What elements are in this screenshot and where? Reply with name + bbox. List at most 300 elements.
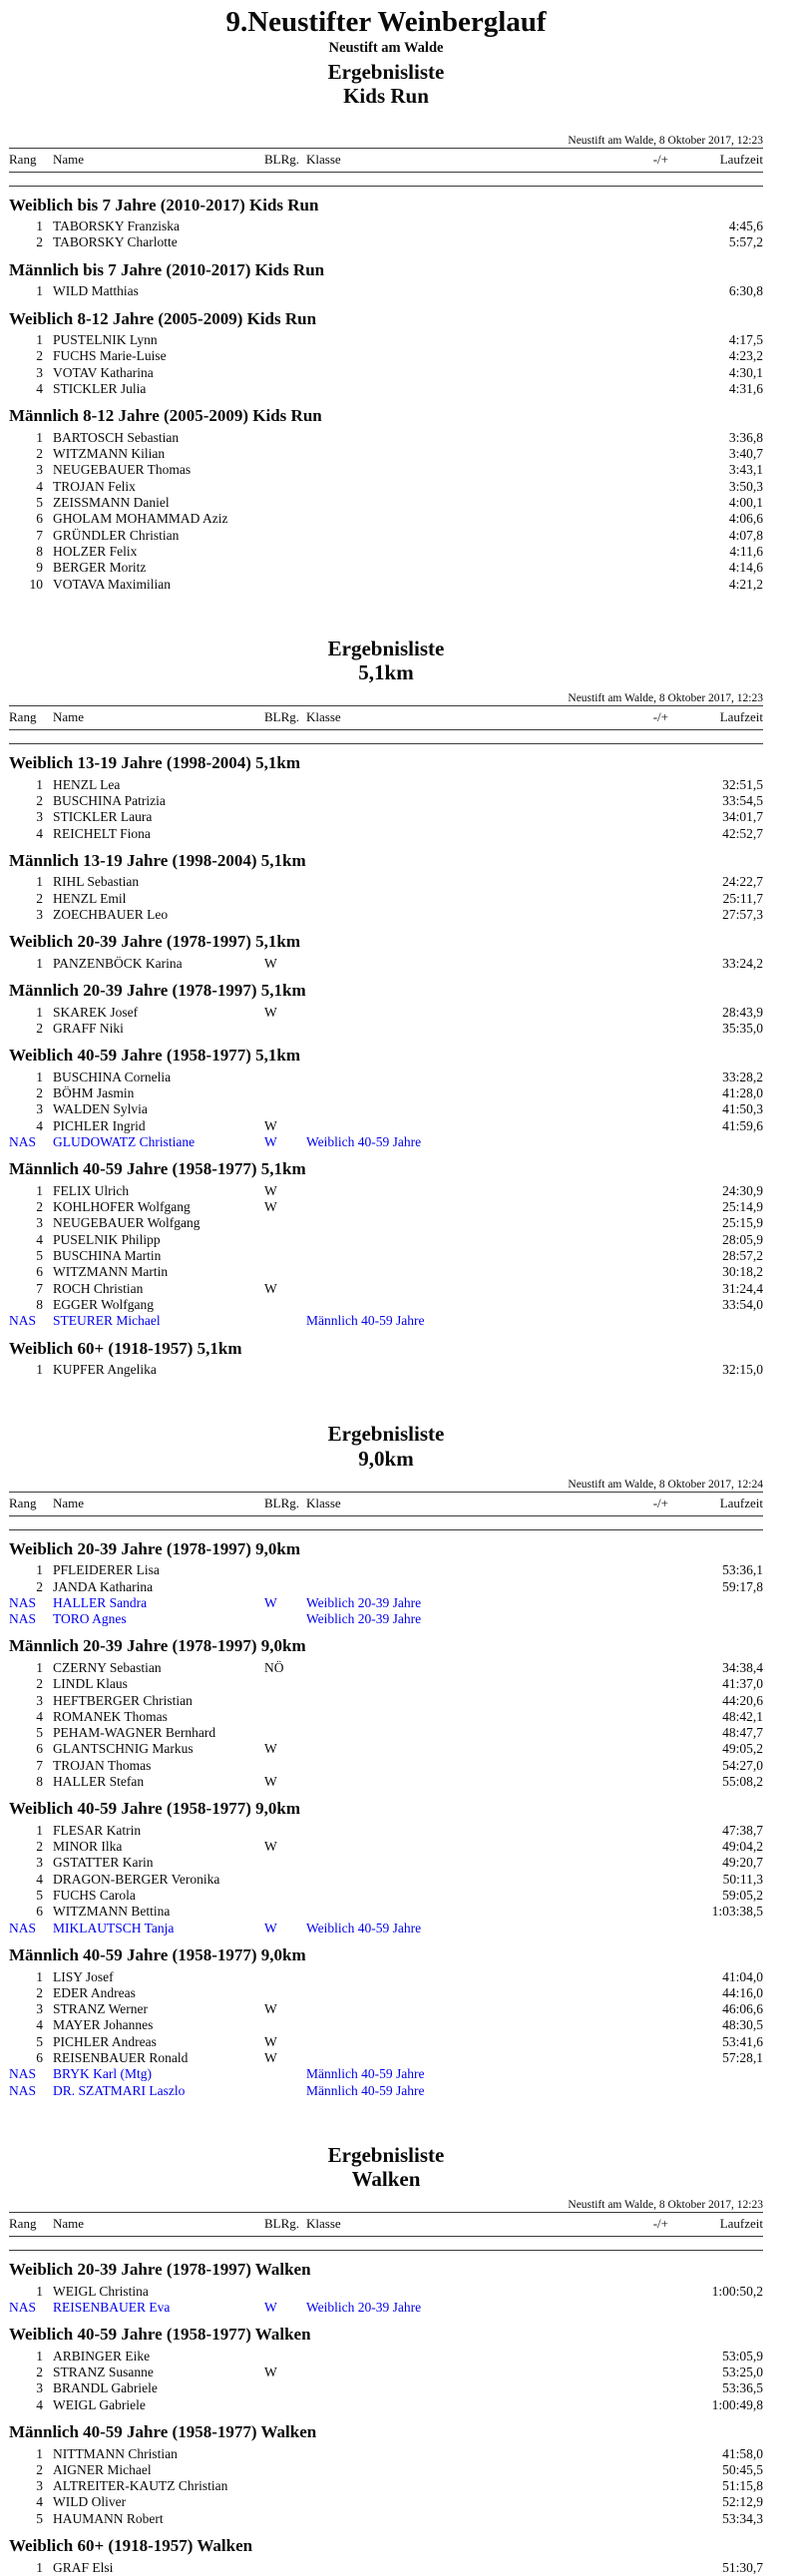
result-row xyxy=(9,2446,763,2462)
klasse-cell: Männlich 40-59 Jahre xyxy=(306,1313,425,1329)
result-row xyxy=(9,1611,763,1627)
column-header-laufzeit: Laufzeit xyxy=(719,2216,763,2232)
laufzeit-cell: 3:50,3 xyxy=(728,478,763,494)
name-cell: TROJAN Thomas xyxy=(53,1757,152,1773)
rang-cell: 2 xyxy=(36,1578,43,1594)
rang-cell: 7 xyxy=(36,527,43,543)
result-row xyxy=(9,544,763,560)
blrg-cell: W xyxy=(264,1741,277,1757)
result-row xyxy=(9,2017,763,2033)
category-heading: Weiblich 40-59 Jahre (1958-1977) 5,1km xyxy=(9,1046,300,1066)
laufzeit-cell: 30:18,2 xyxy=(722,1264,763,1280)
name-cell: STICKLER Julia xyxy=(53,381,147,397)
rang-cell: 2 xyxy=(36,348,43,364)
name-cell: FUCHS Marie-Luise xyxy=(53,348,167,364)
result-row xyxy=(9,1921,763,1936)
column-header-name: Name xyxy=(53,151,85,167)
name-cell: KOHLHOFER Wolfgang xyxy=(53,1199,191,1215)
result-row xyxy=(9,1969,763,1985)
laufzeit-cell: 51:15,8 xyxy=(722,2478,763,2494)
rang-cell: 1 xyxy=(36,218,43,234)
blrg-cell: W xyxy=(264,2033,277,2049)
rang-cell: 4 xyxy=(36,2494,43,2510)
result-row xyxy=(9,1562,763,1578)
result-row xyxy=(9,1839,763,1855)
name-cell: GLANTSCHNIG Markus xyxy=(53,1741,194,1757)
result-row xyxy=(9,348,763,364)
column-header-klasse: Klasse xyxy=(306,1495,341,1510)
category-heading: Weiblich 20-39 Jahre (1978-1997) 9,0km xyxy=(9,1538,300,1558)
name-cell: BUSCHINA Patrizia xyxy=(53,792,166,808)
category-heading: Männlich 40-59 Jahre (1958-1977) Walken xyxy=(9,2422,317,2442)
race-name: 5,1km xyxy=(358,660,414,684)
name-cell: JANDA Katharina xyxy=(53,1578,154,1594)
laufzeit-cell: 1:00:50,2 xyxy=(711,2283,763,2299)
column-header-plusminus: -/+ xyxy=(652,151,668,167)
name-cell: BARTOSCH Sebastian xyxy=(53,429,180,445)
race-name: Kids Run xyxy=(343,84,429,109)
laufzeit-cell: 59:17,8 xyxy=(722,1578,763,1594)
category-heading: Männlich 13-19 Jahre (1998-2004) 5,1km xyxy=(9,850,306,870)
rang-cell: 2 xyxy=(36,792,43,808)
result-row xyxy=(9,1021,763,1037)
rang-cell: 8 xyxy=(36,1774,43,1790)
result-row xyxy=(9,1774,763,1790)
name-cell: BERGER Moritz xyxy=(53,560,147,576)
rang-cell: 4 xyxy=(36,1871,43,1887)
category-list xyxy=(9,2260,763,2576)
column-header-klasse: Klasse xyxy=(306,709,341,725)
laufzeit-cell: 4:23,2 xyxy=(728,348,763,364)
name-cell: REISENBAUER Eva xyxy=(53,2300,171,2315)
name-cell: VOTAVA Maximilian xyxy=(53,576,172,592)
laufzeit-cell: 57:28,1 xyxy=(722,2049,763,2065)
rang-cell: 4 xyxy=(36,2396,43,2412)
name-cell: LINDL Klaus xyxy=(53,1676,128,1692)
laufzeit-cell: 48:30,5 xyxy=(722,2017,763,2033)
result-row xyxy=(9,495,763,511)
rang-cell: 3 xyxy=(36,2380,43,2396)
name-cell: PICHLER Andreas xyxy=(53,2033,157,2049)
result-row xyxy=(9,332,763,348)
name-cell: WILD Oliver xyxy=(53,2494,127,2510)
rang-cell: NAS xyxy=(9,1611,37,1627)
result-row xyxy=(9,2462,763,2478)
name-cell: STEURER Michael xyxy=(53,1313,161,1329)
column-header-blrg: BLRg. xyxy=(264,1495,300,1510)
results-list-label: Ergebnisliste xyxy=(327,636,445,660)
rang-cell: 4 xyxy=(36,1231,43,1247)
column-header-rang: Rang xyxy=(9,1495,37,1510)
name-cell: PICHLER Ingrid xyxy=(53,1117,146,1133)
blrg-cell: W xyxy=(264,1117,277,1133)
result-row xyxy=(9,234,763,250)
column-header-name: Name xyxy=(53,709,85,725)
name-cell: MAYER Johannes xyxy=(53,2017,154,2033)
name-cell: HENZL Emil xyxy=(53,890,127,906)
result-row xyxy=(9,511,763,527)
laufzeit-cell: 31:24,4 xyxy=(722,1280,763,1296)
name-cell: ZOECHBAUER Leo xyxy=(53,907,169,923)
name-cell: WITZMANN Martin xyxy=(53,1264,169,1280)
name-cell: TABORSKY Franziska xyxy=(53,218,181,234)
laufzeit-cell: 54:27,0 xyxy=(722,1757,763,1773)
laufzeit-cell: 53:05,9 xyxy=(722,2348,763,2363)
rang-cell: NAS xyxy=(9,1313,37,1329)
column-header-laufzeit: Laufzeit xyxy=(719,151,763,167)
result-row xyxy=(9,1676,763,1692)
rang-cell: 2 xyxy=(36,2364,43,2380)
name-cell: NITTMANN Christian xyxy=(53,2445,178,2461)
rang-cell: 3 xyxy=(36,2478,43,2494)
timestamp: Neustift am Walde, 8 Oktober 2017, 12:23 xyxy=(568,134,763,147)
blrg-cell: W xyxy=(264,2300,277,2315)
category-list xyxy=(9,1539,763,2099)
rang-cell: 1 xyxy=(36,1069,43,1084)
name-cell: ROCH Christian xyxy=(53,1280,144,1296)
laufzeit-cell: 48:42,1 xyxy=(722,1708,763,1724)
table-header-row xyxy=(9,2212,763,2237)
column-header-laufzeit: Laufzeit xyxy=(719,1495,763,1510)
result-row xyxy=(9,2397,763,2413)
rang-cell: 5 xyxy=(36,495,43,511)
laufzeit-cell: 33:24,2 xyxy=(722,955,763,971)
blrg-cell: W xyxy=(264,1199,277,1215)
rang-cell: 1 xyxy=(36,1562,43,1578)
rang-cell: 8 xyxy=(36,543,43,559)
laufzeit-cell: 41:50,3 xyxy=(722,1101,763,1117)
race-name: 9,0km xyxy=(358,1446,414,1471)
name-cell: BUSCHINA Cornelia xyxy=(53,1069,172,1084)
result-row xyxy=(9,1215,763,1231)
laufzeit-cell: 27:57,3 xyxy=(722,907,763,923)
name-cell: ARBINGER Eike xyxy=(53,2348,151,2363)
laufzeit-cell: 41:37,0 xyxy=(722,1676,763,1692)
result-row xyxy=(9,2560,763,2576)
result-row xyxy=(9,2300,763,2316)
laufzeit-cell: 6:30,8 xyxy=(728,283,763,299)
category-heading: Männlich 40-59 Jahre (1958-1977) 9,0km xyxy=(9,1944,306,1964)
klasse-cell: Weiblich 20-39 Jahre xyxy=(306,1594,422,1610)
laufzeit-cell: 53:25,0 xyxy=(722,2364,763,2380)
divider-rule xyxy=(9,730,763,744)
name-cell: GRÜNDLER Christian xyxy=(53,527,180,543)
blrg-cell: W xyxy=(264,1004,277,1020)
column-header-laufzeit: Laufzeit xyxy=(719,709,763,725)
laufzeit-cell: 3:40,7 xyxy=(728,446,763,462)
name-cell: BRANDL Gabriele xyxy=(53,2380,158,2396)
table-header-row xyxy=(9,1492,763,1516)
rang-cell: 4 xyxy=(36,1117,43,1133)
name-cell: BUSCHINA Martin xyxy=(53,1248,162,1264)
name-cell: EDER Andreas xyxy=(53,1984,136,2000)
result-row xyxy=(9,446,763,462)
result-row xyxy=(9,2364,763,2380)
rang-cell: 3 xyxy=(36,1101,43,1117)
result-row xyxy=(9,1904,763,1920)
result-row xyxy=(9,1134,763,1150)
result-row xyxy=(9,1985,763,2001)
name-cell: DRAGON-BERGER Veronika xyxy=(53,1871,220,1887)
laufzeit-cell: 33:54,5 xyxy=(722,792,763,808)
laufzeit-cell: 33:54,0 xyxy=(722,1296,763,1312)
laufzeit-cell: 25:14,9 xyxy=(722,1199,763,1215)
result-row xyxy=(9,2380,763,2396)
category-heading: Männlich 20-39 Jahre (1978-1997) 5,1km xyxy=(9,981,306,1001)
laufzeit-cell: 3:43,1 xyxy=(728,462,763,478)
laufzeit-cell: 55:08,2 xyxy=(722,1774,763,1790)
name-cell: FLESAR Katrin xyxy=(53,1822,142,1838)
name-cell: LISY Josef xyxy=(53,1968,114,1984)
result-row xyxy=(9,1085,763,1101)
laufzeit-cell: 41:58,0 xyxy=(722,2445,763,2461)
category-heading: Weiblich 8-12 Jahre (2005-2009) Kids Run xyxy=(9,308,317,328)
result-row xyxy=(9,2284,763,2300)
klasse-cell: Weiblich 20-39 Jahre xyxy=(306,1611,422,1627)
name-cell: KUPFER Angelika xyxy=(53,1362,157,1378)
laufzeit-cell: 3:36,8 xyxy=(728,429,763,445)
rang-cell: NAS xyxy=(9,2066,37,2082)
rang-cell: 7 xyxy=(36,1757,43,1773)
rang-cell: 2 xyxy=(36,446,43,462)
category-heading: Weiblich 40-59 Jahre (1958-1977) Walken xyxy=(9,2325,311,2345)
rang-cell: 1 xyxy=(36,874,43,890)
laufzeit-cell: 32:15,0 xyxy=(722,1362,763,1378)
results-page xyxy=(9,1422,763,2098)
results-page xyxy=(9,637,763,1379)
rang-cell: 2 xyxy=(36,1021,43,1036)
result-row xyxy=(9,777,763,793)
rang-cell: 2 xyxy=(36,890,43,906)
rang-cell: 1 xyxy=(36,1004,43,1020)
result-row xyxy=(9,2034,763,2050)
name-cell: PANZENBÖCK Karina xyxy=(53,955,183,971)
rang-cell: 2 xyxy=(36,1839,43,1855)
result-row xyxy=(9,1118,763,1134)
result-row xyxy=(9,891,763,907)
result-row xyxy=(9,1070,763,1085)
result-row xyxy=(9,1199,763,1215)
laufzeit-cell: 5:57,2 xyxy=(728,234,763,250)
result-row xyxy=(9,1660,763,1676)
result-row xyxy=(9,907,763,923)
blrg-cell: W xyxy=(264,2049,277,2065)
column-header-name: Name xyxy=(53,1495,85,1510)
result-row xyxy=(9,2001,763,2017)
result-row xyxy=(9,1101,763,1117)
column-header-name: Name xyxy=(53,2216,85,2232)
laufzeit-cell: 4:00,1 xyxy=(728,495,763,511)
laufzeit-cell: 32:51,5 xyxy=(722,776,763,792)
result-row xyxy=(9,1579,763,1595)
table-header-row xyxy=(9,148,763,173)
result-row xyxy=(9,1823,763,1839)
name-cell: WEIGL Christina xyxy=(53,2283,149,2299)
result-row xyxy=(9,479,763,495)
result-row xyxy=(9,826,763,842)
result-row xyxy=(9,1005,763,1021)
rang-cell: 1 xyxy=(36,1659,43,1675)
result-row xyxy=(9,560,763,576)
rang-cell: 3 xyxy=(36,1215,43,1231)
rang-cell: 6 xyxy=(36,2049,43,2065)
laufzeit-cell: 52:12,9 xyxy=(722,2494,763,2510)
column-header-rang: Rang xyxy=(9,151,37,167)
rang-cell: 5 xyxy=(36,2510,43,2526)
laufzeit-cell: 41:28,0 xyxy=(722,1085,763,1101)
timestamp: Neustift am Walde, 8 Oktober 2017, 12:23 xyxy=(568,2199,763,2212)
divider-rule xyxy=(9,173,763,187)
result-row xyxy=(9,2083,763,2099)
category-heading: Männlich bis 7 Jahre (2010-2017) Kids Run xyxy=(9,259,325,279)
name-cell: WEIGL Gabriele xyxy=(53,2396,146,2412)
laufzeit-cell: 48:47,7 xyxy=(722,1725,763,1741)
result-row xyxy=(9,1725,763,1741)
laufzeit-cell: 4:21,2 xyxy=(728,576,763,592)
laufzeit-cell: 53:34,3 xyxy=(722,2510,763,2526)
result-row xyxy=(9,1595,763,1611)
laufzeit-cell: 41:04,0 xyxy=(722,1968,763,1984)
name-cell: EGGER Wolfgang xyxy=(53,1296,155,1312)
result-row xyxy=(9,1297,763,1313)
rang-cell: 3 xyxy=(36,364,43,380)
category-heading: Männlich 20-39 Jahre (1978-1997) 9,0km xyxy=(9,1636,306,1656)
rang-cell: 1 xyxy=(36,776,43,792)
klasse-cell: Weiblich 40-59 Jahre xyxy=(306,1920,422,1935)
name-cell: HALLER Stefan xyxy=(53,1774,145,1790)
name-cell: ALTREITER-KAUTZ Christian xyxy=(53,2478,228,2494)
rang-cell: 5 xyxy=(36,1888,43,1904)
laufzeit-cell: 34:01,7 xyxy=(722,809,763,825)
column-header-plusminus: -/+ xyxy=(652,709,668,725)
klasse-cell: Männlich 40-59 Jahre xyxy=(306,2066,425,2082)
rang-cell: NAS xyxy=(9,1920,37,1935)
name-cell: GHOLAM MOHAMMAD Aziz xyxy=(53,511,228,527)
result-row xyxy=(9,1741,763,1757)
rang-cell: NAS xyxy=(9,1134,37,1150)
name-cell: ROMANEK Thomas xyxy=(53,1708,168,1724)
rang-cell: NAS xyxy=(9,2082,37,2098)
result-row xyxy=(9,430,763,446)
laufzeit-cell: 51:30,7 xyxy=(722,2559,763,2575)
blrg-cell: W xyxy=(264,1134,277,1150)
blrg-cell: W xyxy=(264,1594,277,1610)
rang-cell: 3 xyxy=(36,2001,43,2017)
rang-cell: 6 xyxy=(36,1741,43,1757)
rang-cell: 1 xyxy=(36,1362,43,1378)
laufzeit-cell: 53:36,5 xyxy=(722,2380,763,2396)
column-header-rang: Rang xyxy=(9,2216,37,2232)
rang-cell: 4 xyxy=(36,825,43,841)
name-cell: STRANZ Werner xyxy=(53,2001,149,2017)
result-row xyxy=(9,1232,763,1248)
event-title: 9.Neustifter Weinberglauf xyxy=(225,6,547,38)
laufzeit-cell: 25:15,9 xyxy=(722,1215,763,1231)
category-heading: Männlich 8-12 Jahre (2005-2009) Kids Run xyxy=(9,406,322,426)
rang-cell: 2 xyxy=(36,2461,43,2477)
category-list xyxy=(9,196,763,593)
laufzeit-cell: 44:20,6 xyxy=(722,1692,763,1708)
laufzeit-cell: 50:45,5 xyxy=(722,2461,763,2477)
rang-cell: 5 xyxy=(36,1725,43,1741)
result-row xyxy=(9,2066,763,2082)
blrg-cell: W xyxy=(264,1920,277,1935)
rang-cell: 1 xyxy=(36,1968,43,1984)
rang-cell: 6 xyxy=(36,1264,43,1280)
rang-cell: 4 xyxy=(36,478,43,494)
results-list-label: Ergebnisliste xyxy=(327,60,445,85)
name-cell: HAUMANN Robert xyxy=(53,2510,164,2526)
name-cell: GSTATTER Karin xyxy=(53,1855,154,1871)
rang-cell: 1 xyxy=(36,2348,43,2363)
rang-cell: 1 xyxy=(36,332,43,348)
blrg-cell: W xyxy=(264,955,277,971)
rang-cell: 3 xyxy=(36,1855,43,1871)
name-cell: RIHL Sebastian xyxy=(53,874,140,890)
laufzeit-cell: 50:11,3 xyxy=(722,1871,763,1887)
blrg-cell: NÖ xyxy=(264,1659,284,1675)
column-header-rang: Rang xyxy=(9,709,37,725)
rang-cell: 3 xyxy=(36,462,43,478)
laufzeit-cell: 1:03:38,5 xyxy=(711,1904,763,1920)
rang-cell: 8 xyxy=(36,1296,43,1312)
result-row xyxy=(9,528,763,544)
name-cell: REISENBAUER Ronald xyxy=(53,2049,189,2065)
result-row xyxy=(9,793,763,809)
laufzeit-cell: 24:30,9 xyxy=(722,1182,763,1198)
category-heading: Weiblich 40-59 Jahre (1958-1977) 9,0km xyxy=(9,1799,300,1819)
laufzeit-cell: 34:38,4 xyxy=(722,1659,763,1675)
name-cell: HEFTBERGER Christian xyxy=(53,1692,193,1708)
rang-cell: 4 xyxy=(36,381,43,397)
rang-cell: 6 xyxy=(36,1904,43,1920)
rang-cell: 2 xyxy=(36,234,43,250)
name-cell: GRAFF Niki xyxy=(53,1021,124,1036)
result-row xyxy=(9,2050,763,2066)
laufzeit-cell: 28:57,2 xyxy=(722,1248,763,1264)
result-row xyxy=(9,1888,763,1904)
result-row xyxy=(9,381,763,397)
rang-cell: 1 xyxy=(36,2445,43,2461)
result-row xyxy=(9,809,763,825)
laufzeit-cell: 53:36,1 xyxy=(722,1562,763,1578)
blrg-cell: W xyxy=(264,1839,277,1855)
laufzeit-cell: 49:04,2 xyxy=(722,1839,763,1855)
rang-cell: 1 xyxy=(36,283,43,299)
rang-cell: 2 xyxy=(36,1085,43,1101)
result-row xyxy=(9,2349,763,2364)
results-page xyxy=(9,6,763,593)
result-row xyxy=(9,956,763,972)
name-cell: MIKLAUTSCH Tanja xyxy=(53,1920,175,1935)
laufzeit-cell: 4:14,6 xyxy=(728,560,763,576)
rang-cell: 1 xyxy=(36,2283,43,2299)
name-cell: TABORSKY Charlotte xyxy=(53,234,178,250)
laufzeit-cell: 28:05,9 xyxy=(722,1231,763,1247)
result-row xyxy=(9,365,763,381)
laufzeit-cell: 33:28,2 xyxy=(722,1069,763,1084)
name-cell: GLUDOWATZ Christiane xyxy=(53,1134,196,1150)
name-cell: PUSTELNIK Lynn xyxy=(53,332,158,348)
category-heading: Weiblich 13-19 Jahre (1998-2004) 5,1km xyxy=(9,753,300,773)
rang-cell: 1 xyxy=(36,2559,43,2575)
name-cell: CZERNY Sebastian xyxy=(53,1659,162,1675)
result-row xyxy=(9,1362,763,1378)
name-cell: WITZMANN Kilian xyxy=(53,446,166,462)
column-header-plusminus: -/+ xyxy=(652,2216,668,2232)
result-row xyxy=(9,1693,763,1709)
name-cell: PUSELNIK Philipp xyxy=(53,1231,161,1247)
